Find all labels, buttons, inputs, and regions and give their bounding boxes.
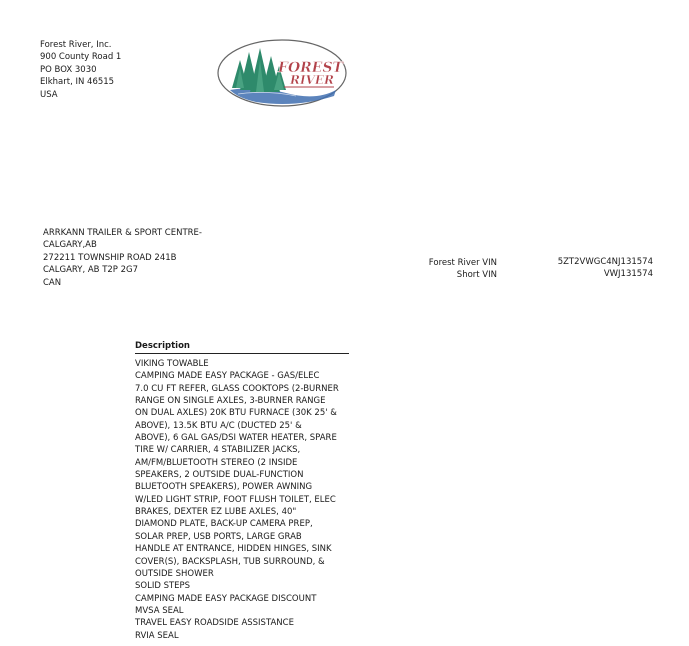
dealer-address — [43, 227, 202, 289]
description-list — [135, 358, 349, 642]
description-line: CAMPING MADE EASY PACKAGE DISCOUNT — [135, 593, 317, 604]
dealer-line: CALGARY,AB — [43, 240, 97, 251]
description-line: BLUETOOTH SPEAKERS), POWER AWNING — [135, 482, 313, 493]
sender-line: Elkhart, IN 46515 — [40, 77, 115, 88]
description-line: HANDLE AT ENTRANCE, HIDDEN HINGES, SINK — [135, 544, 332, 555]
vin-labels — [420, 257, 497, 282]
description-line: DIAMOND PLATE, BACK-UP CAMERA PREP, — [135, 519, 313, 530]
logo-text-forest: FOREST — [278, 60, 343, 76]
description-line: CAMPING MADE EASY PACKAGE - GAS/ELEC — [135, 371, 320, 382]
description-line: RVIA SEAL — [135, 630, 179, 641]
sender-address — [40, 39, 121, 101]
sender-line: USA — [40, 89, 58, 100]
dealer-line: CALGARY, AB T2P 2G7 — [43, 265, 139, 276]
description-line: ABOVE), 13.5K BTU A/C (DUCTED 25' & — [135, 420, 302, 431]
description-line: COVER(S), BACKSPLASH, TUB SURROUND, & — [135, 556, 325, 567]
sender-line: Forest River, Inc. — [40, 40, 112, 50]
description-line: VIKING TOWABLE — [135, 359, 209, 369]
forest-river-logo-graphic — [216, 38, 348, 108]
description-section — [135, 340, 349, 642]
short-vin-value: VWJ131574 — [603, 269, 653, 280]
vin-values — [540, 256, 653, 281]
sender-line: 900 County Road 1 — [40, 52, 122, 63]
dealer-line: ARRKANN TRAILER & SPORT CENTRE- — [43, 228, 202, 238]
description-line: MVSA SEAL — [135, 605, 184, 616]
dealer-line: CAN — [43, 277, 62, 288]
description-line: RANGE ON SINGLE AXLES, 3-BURNER RANGE — [135, 396, 326, 407]
description-line: ON DUAL AXLES) 20K BTU FURNACE (30K 25' & — [135, 408, 337, 419]
description-line: TRAVEL EASY ROADSIDE ASSISTANCE — [135, 618, 294, 629]
description-line: SPEAKERS, 2 OUTSIDE DUAL-FUNCTION — [135, 470, 304, 481]
description-line: W/LED LIGHT STRIP, FOOT FLUSH TOILET, ELEC — [135, 494, 336, 505]
forest-river-vin-label: Forest River VIN — [428, 258, 497, 268]
dealer-line: 272211 TOWNSHIP ROAD 241B — [43, 252, 177, 263]
logo-text-river: RIVER — [290, 73, 335, 87]
description-line: OUTSIDE SHOWER — [135, 568, 214, 579]
forest-river-logo — [216, 38, 348, 108]
description-line: 7.0 CU FT REFER, GLASS COOKTOPS (2-BURNER — [135, 383, 339, 394]
description-header: Description — [135, 340, 349, 354]
description-line: AM/FM/BLUETOOTH STEREO (2 INSIDE — [135, 457, 298, 468]
short-vin-label: Short VIN — [456, 270, 497, 281]
sender-line: PO BOX 3030 — [40, 64, 97, 75]
forest-river-vin-value: 5ZT2VWGC4NJ131574 — [557, 257, 653, 267]
description-line: SOLID STEPS — [135, 581, 191, 592]
description-line: SOLAR PREP, USB PORTS, LARGE GRAB — [135, 531, 302, 542]
description-line: TIRE W/ CARRIER, 4 STABILIZER JACKS, — [135, 445, 301, 456]
description-line: BRAKES, DEXTER EZ LUBE AXLES, 40" — [135, 507, 297, 518]
description-line: ABOVE), 6 GAL GAS/DSI WATER HEATER, SPARE — [135, 433, 337, 444]
